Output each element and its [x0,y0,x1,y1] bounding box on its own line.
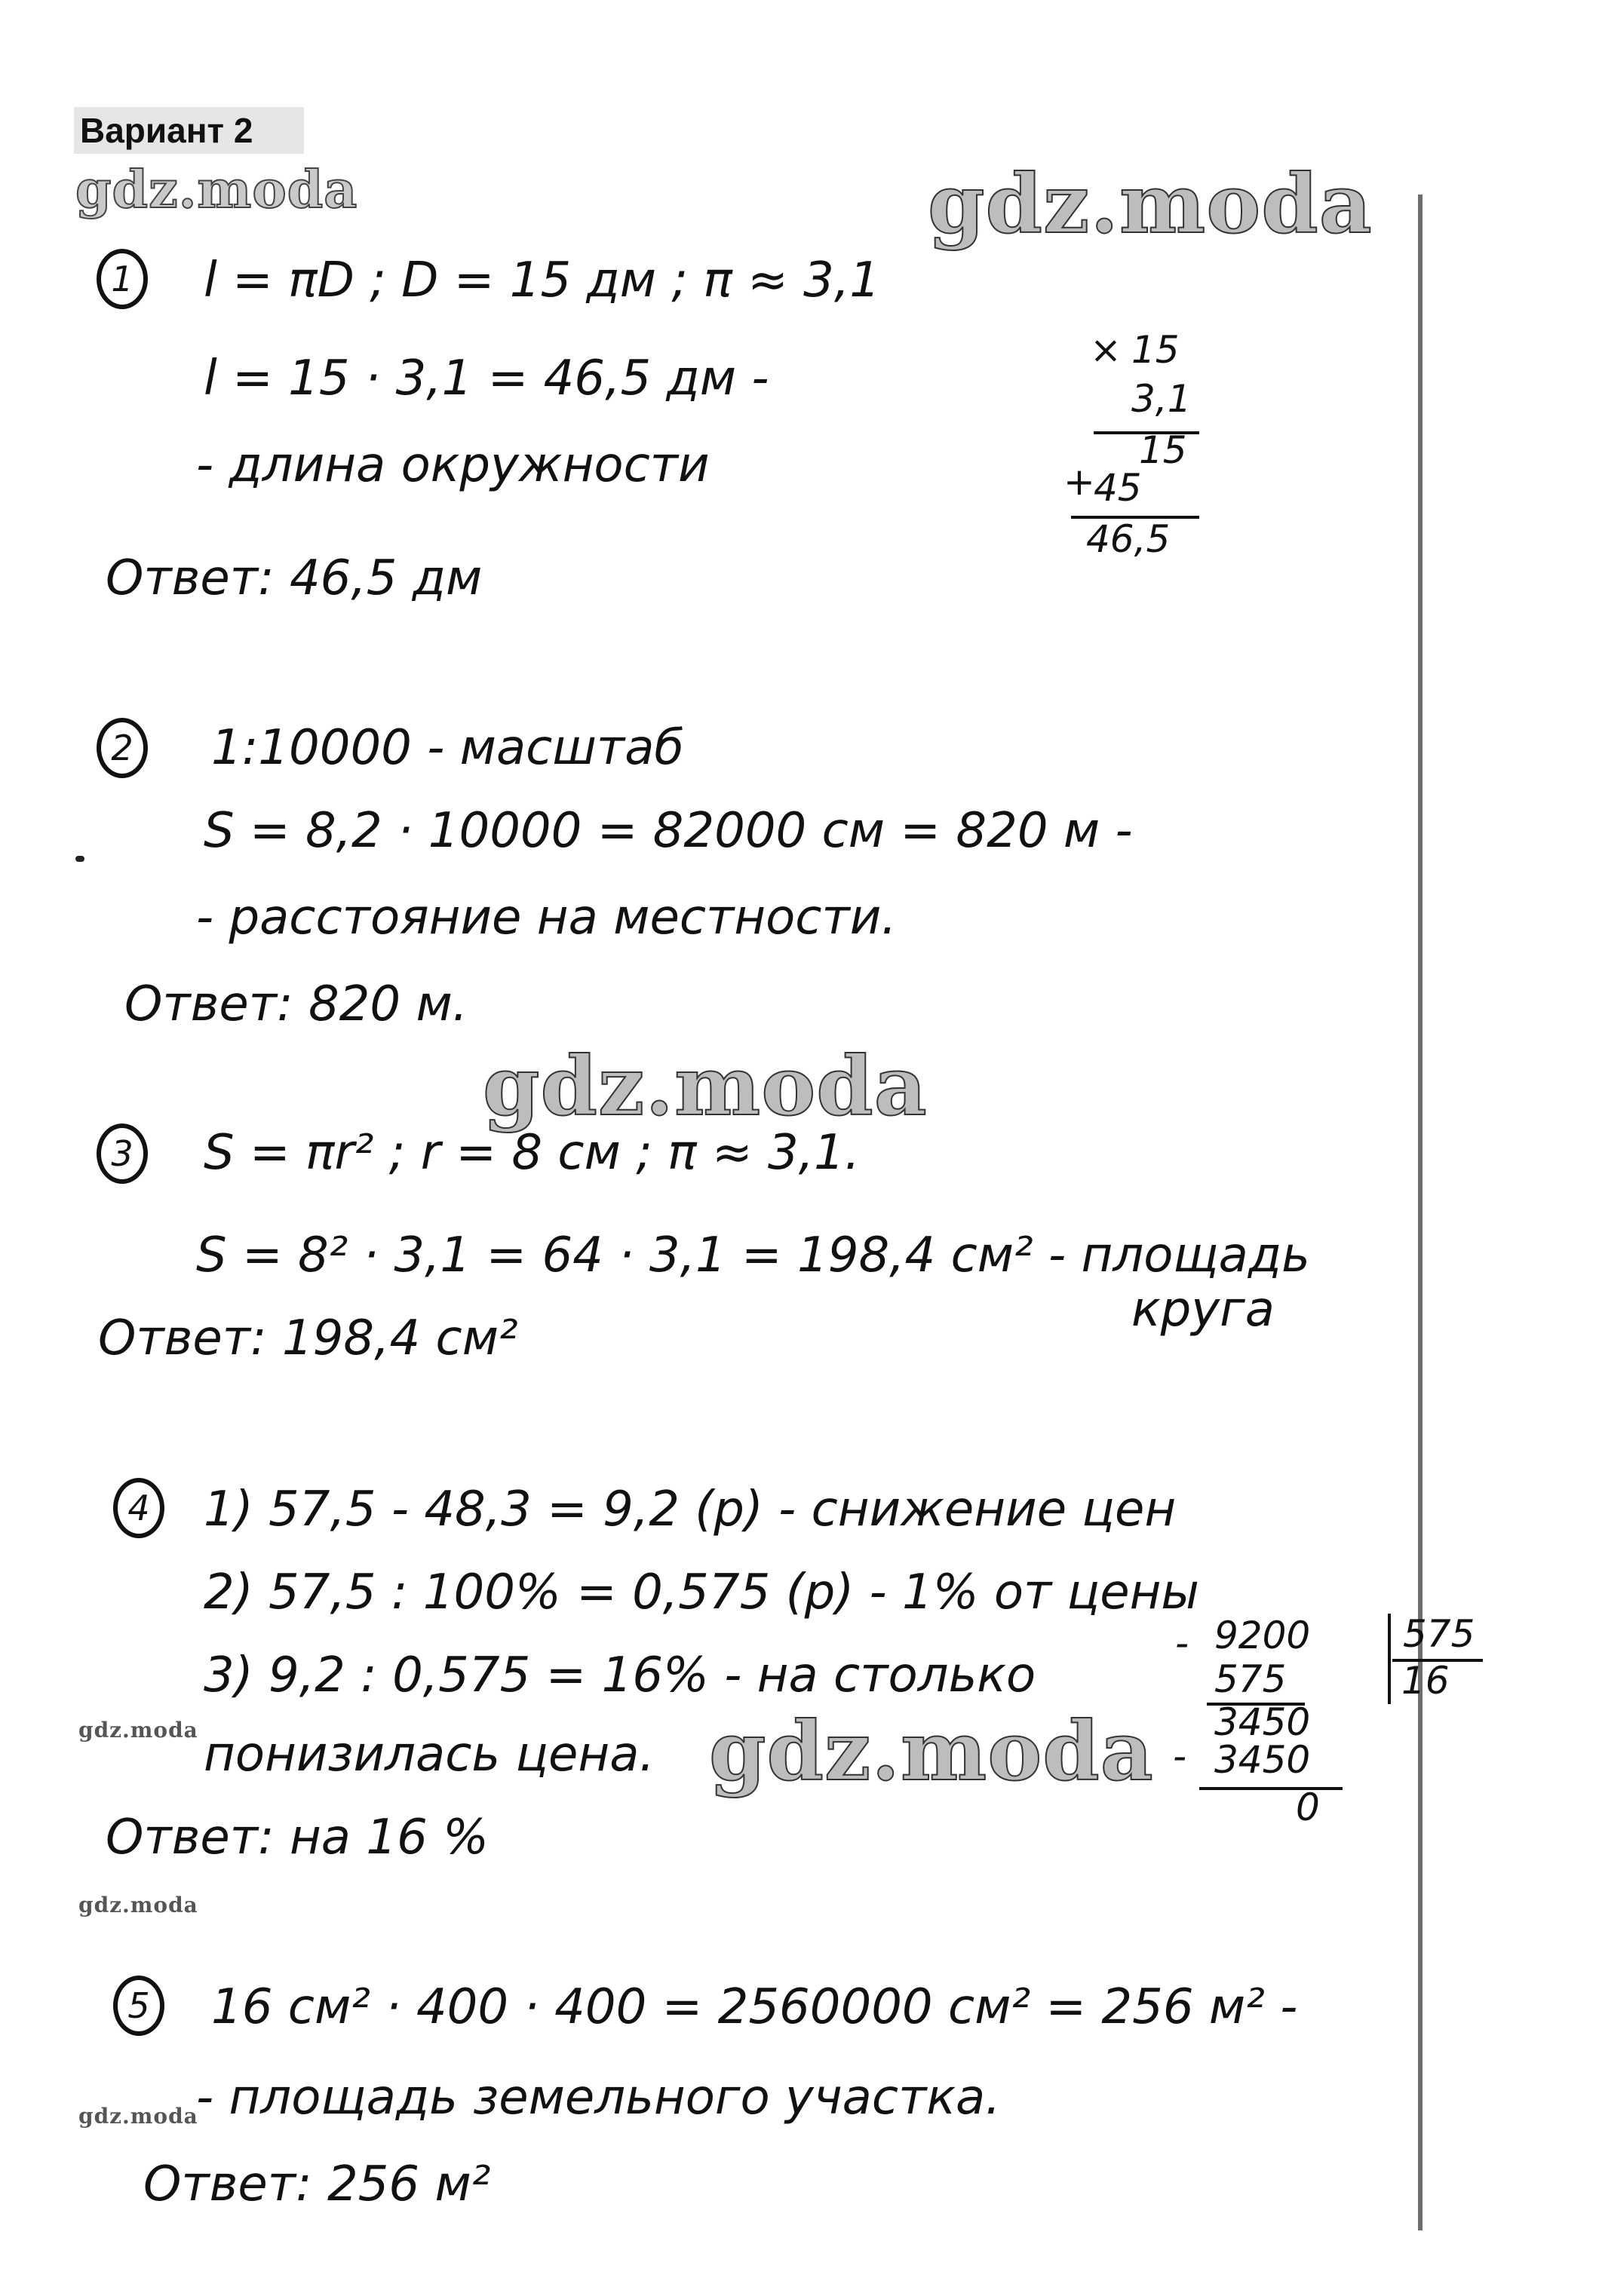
task-1-line-3: - длина окружности [196,437,710,493]
task-5-line-2: - площадь земельного участка. [196,2070,1001,2126]
calc-op-minus: - [1175,1621,1189,1665]
calc-4-row-2: 575 [1214,1657,1287,1701]
calc-1-row-3: 15 [1139,428,1187,472]
task-4-line-3: 3) 9,2 : 0,575 = 16% - на столько [204,1648,1036,1703]
task-2-answer: Ответ: 820 м. [124,976,468,1032]
watermark: gdz.moda [483,1039,928,1134]
calc-4-rule [1199,1787,1343,1790]
task-2-line-1: 1:10000 - масштаб [211,720,684,776]
margin-line [1418,195,1423,2230]
watermark: gdz.moda [78,1893,198,1917]
task-3-line-1: S = πr² ; r = 8 см ; π ≈ 3,1. [204,1125,861,1181]
calc-1-row-1: 15 [1131,328,1180,372]
task-number-2: 2 [97,718,148,778]
calc-4-row-3: 3450 [1214,1700,1311,1744]
calc-4-quotient: 16 [1401,1659,1450,1703]
task-5-answer: Ответ: 256 м² [143,2157,491,2212]
task-4-line-2: 2) 57,5 : 100% = 0,575 (р) - 1% от цены [204,1565,1199,1620]
task-4-line-4: понизилась цена. [204,1727,655,1783]
calc-op-plus: + [1063,460,1095,504]
task-4-answer: Ответ: на 16 % [106,1810,489,1865]
watermark: gdz.moda [709,1704,1154,1799]
task-3-line-2: S = 8² · 3,1 = 64 · 3,1 = 198,4 см² - площадь [196,1228,1310,1283]
calc-4-dividend: 9200 [1214,1614,1311,1657]
calc-4-division-bar [1388,1614,1391,1704]
task-number-4: 4 [113,1478,164,1538]
task-3-answer: Ответ: 198,4 см² [98,1310,518,1366]
calc-1-row-5: 46,5 [1086,517,1171,561]
watermark: gdz.moda [78,1718,198,1743]
task-2-line-2: S = 8,2 · 10000 = 82000 см = 820 м - [204,803,1133,859]
watermark: gdz.moda [78,2104,198,2129]
task-1-answer: Ответ: 46,5 дм [106,550,483,606]
calc-4-row-4: 3450 [1214,1738,1311,1782]
task-3-line-3: круга [1131,1282,1275,1338]
calc-4-divisor: 575 [1403,1612,1475,1656]
task-1-line-1: l = πD ; D = 15 дм ; π ≈ 3,1 [204,253,880,308]
watermark: gdz.moda [928,157,1373,252]
task-number-3: 3 [97,1123,148,1184]
task-4-line-1: 1) 57,5 - 48,3 = 9,2 (р) - снижение цен [204,1482,1177,1537]
task-1-line-2: l = 15 · 3,1 = 46,5 дм - [204,351,769,406]
calc-4-row-5: 0 [1296,1786,1320,1829]
calc-op-minus: - [1173,1734,1187,1778]
task-number-5: 5 [113,1976,164,2036]
task-5-line-1: 16 см² · 400 · 400 = 2560000 см² = 256 м² - [211,1979,1298,2035]
calc-op-multiply: × [1090,328,1122,372]
calc-1-row-2: 3,1 [1131,377,1192,421]
task-number-1: 1 [97,249,148,309]
variant-title: Вариант 2 [74,107,304,154]
ink-dot [75,856,84,862]
task-2-line-3: - расстояние на местности. [196,890,897,946]
watermark: gdz.moda [75,160,358,220]
calc-1-row-4: 45 [1094,466,1142,510]
